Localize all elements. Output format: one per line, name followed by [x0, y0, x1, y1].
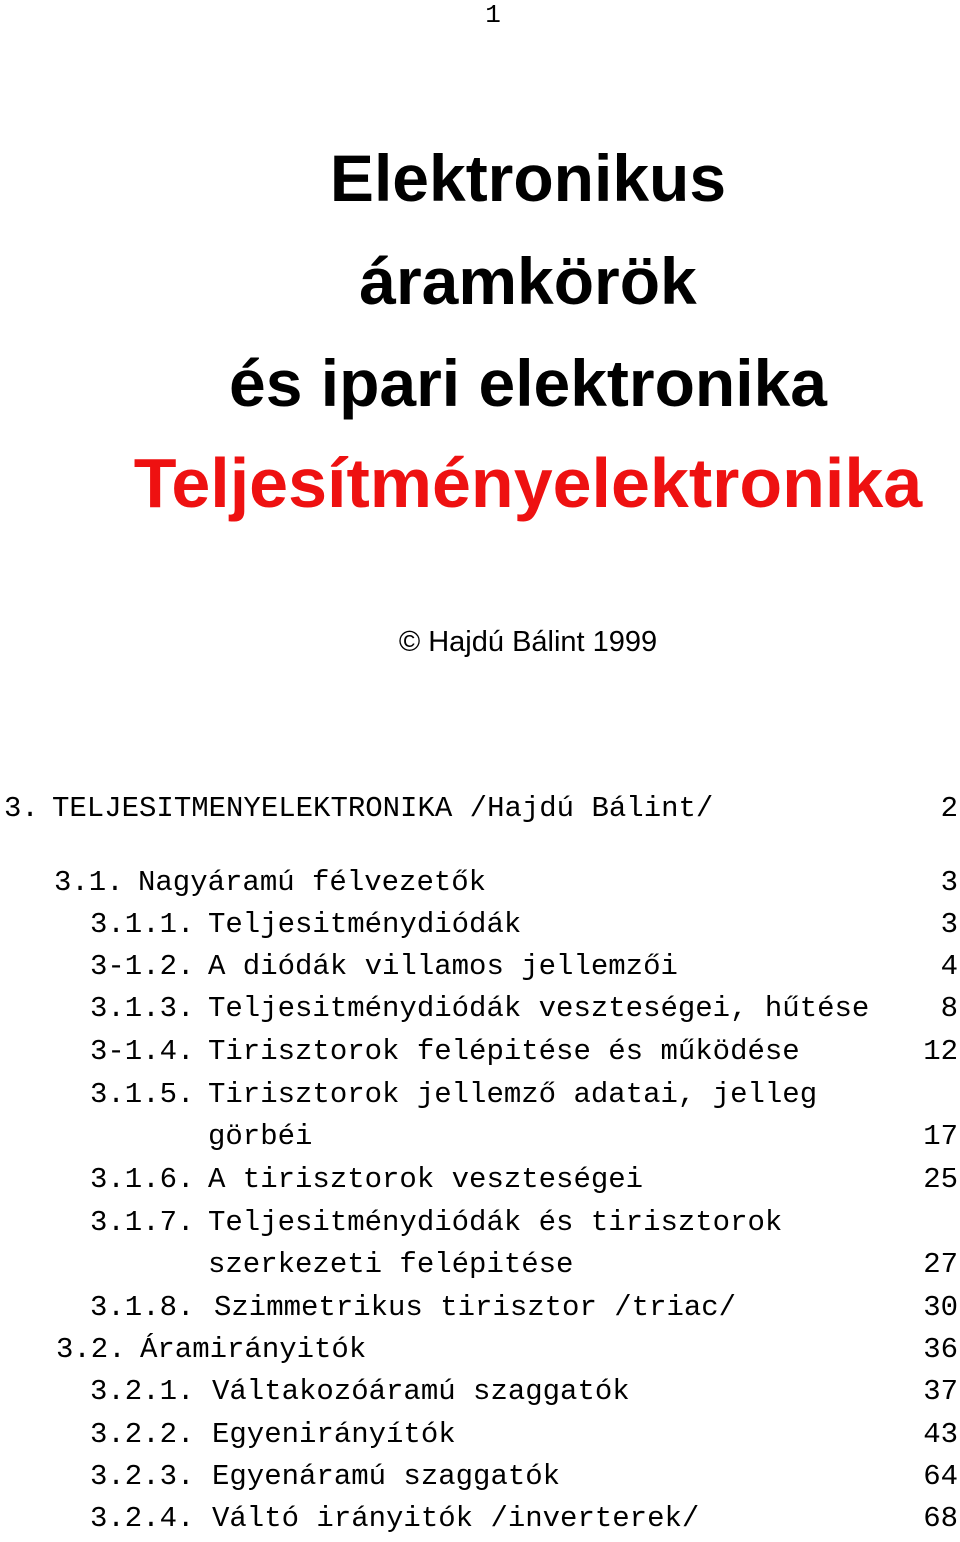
toc-label: Tirisztorok felépitése és működése	[208, 1035, 800, 1068]
toc-label: Váltakozóáramú szaggatók	[212, 1375, 630, 1408]
toc-page: 30	[923, 1291, 958, 1324]
toc-page: 37	[923, 1375, 958, 1408]
toc-label: Váltó irányitók /inverterek/	[212, 1502, 700, 1535]
toc-entry	[0, 1206, 960, 1246]
toc-entry	[0, 1418, 960, 1458]
toc-page: 43	[923, 1418, 958, 1451]
toc-entry	[0, 1163, 960, 1203]
toc-page: 27	[923, 1248, 958, 1281]
title-line-1: Elektronikus	[329, 141, 727, 215]
toc-entry	[0, 866, 960, 906]
toc-number: 3.1.	[54, 866, 124, 899]
toc-label: Egyenirányítók	[212, 1418, 456, 1451]
toc-page: 3	[940, 908, 958, 941]
toc-label: Teljesitménydiódák és tirisztorok	[208, 1206, 783, 1239]
toc-entry	[0, 908, 960, 948]
toc-page: 8	[940, 992, 958, 1025]
toc-page: 25	[923, 1163, 958, 1196]
toc-label: TELJESITMENYELEKTRONIKA /Hajdú Bálint/	[52, 792, 714, 825]
toc-entry	[0, 1078, 960, 1118]
toc-label: görbéi	[208, 1120, 313, 1153]
toc-entry	[0, 1291, 960, 1331]
toc-number: 3.1.8.	[90, 1291, 195, 1324]
title-line-2: áramkörök	[359, 244, 697, 318]
toc-number: 3-1.2.	[90, 950, 195, 983]
toc-number: 3-1.4.	[90, 1035, 195, 1068]
toc-number: 3.2.3.	[90, 1460, 195, 1493]
toc-entry	[0, 1502, 960, 1542]
toc-entry	[0, 1120, 960, 1160]
toc-label: Egyenáramú szaggatók	[212, 1460, 561, 1493]
toc-label: Teljesitménydiódák	[208, 908, 522, 941]
toc-entry	[0, 792, 960, 832]
title-line-3: és ipari elektronika	[229, 346, 827, 420]
toc-number: 3.1.7.	[90, 1206, 195, 1239]
toc-entry	[0, 1460, 960, 1500]
toc-label: Tirisztorok jellemző adatai, jelleg	[208, 1078, 818, 1111]
toc-number: 3.1.1.	[90, 908, 195, 941]
toc-page: 36	[923, 1333, 958, 1366]
toc-page: 12	[923, 1035, 958, 1068]
toc-label: szerkezeti felépitése	[208, 1248, 574, 1281]
toc-entry	[0, 1375, 960, 1415]
toc-label: A tirisztorok veszteségei	[208, 1163, 644, 1196]
toc-number: 3.1.3.	[90, 992, 195, 1025]
toc-label: Teljesitménydiódák veszteségei, hűtése	[208, 992, 870, 1025]
toc-number: 3.2.1.	[90, 1375, 195, 1408]
toc-label: Szimmetrikus tirisztor /triac/	[214, 1291, 737, 1324]
toc-page: 17	[923, 1120, 958, 1153]
toc-entry	[0, 1035, 960, 1075]
toc-number: 3.2.2.	[90, 1418, 195, 1451]
toc-number: 3.	[4, 792, 39, 825]
toc-page: 64	[923, 1460, 958, 1493]
title-line-4: Teljesítményelektronika	[133, 444, 923, 522]
toc-page: 3	[940, 866, 958, 899]
toc-entry	[0, 1248, 960, 1288]
toc-number: 3.2.	[56, 1333, 126, 1366]
toc-number: 3.2.4.	[90, 1502, 195, 1535]
toc-number: 3.1.6.	[90, 1163, 195, 1196]
toc-label: A diódák villamos jellemzői	[208, 950, 678, 983]
toc-page: 2	[940, 792, 958, 825]
toc-label: Áramirányitók	[140, 1333, 367, 1366]
page-number: 1	[485, 0, 501, 30]
copyright: © Hajdú Bálint 1999	[398, 626, 658, 658]
toc-page: 4	[940, 950, 958, 983]
toc-entry	[0, 1333, 960, 1373]
toc-entry	[0, 992, 960, 1032]
toc-label: Nagyáramú félvezetők	[138, 866, 487, 899]
toc-number: 3.1.5.	[90, 1078, 195, 1111]
toc-entry	[0, 950, 960, 990]
toc-page: 68	[923, 1502, 958, 1535]
